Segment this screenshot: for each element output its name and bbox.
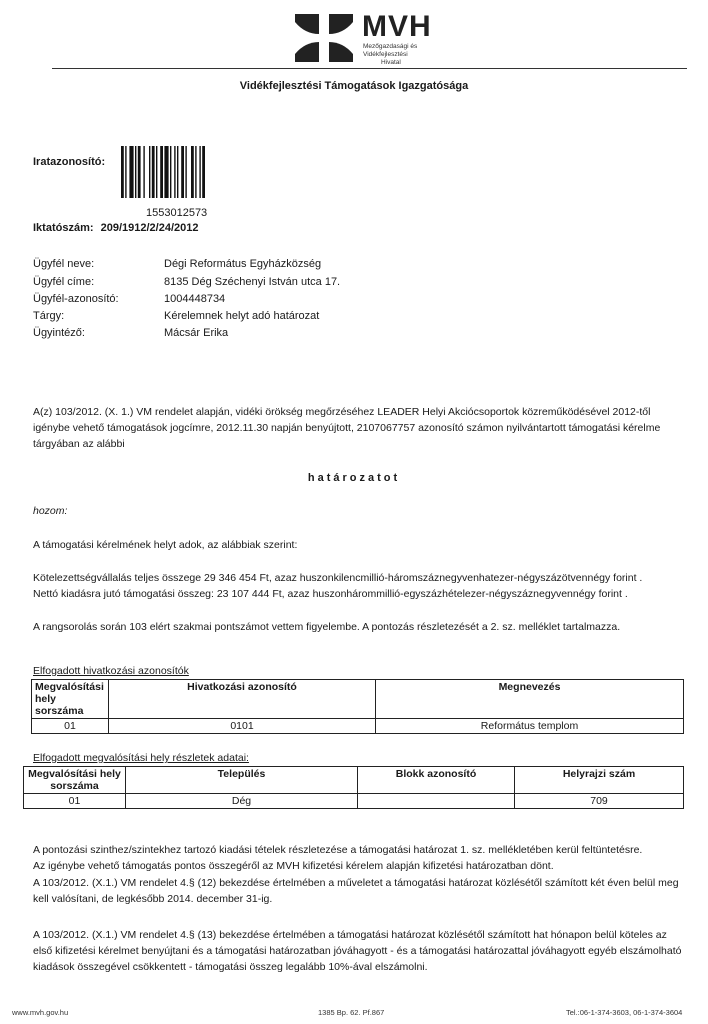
barcode-number: 1553012573 (146, 207, 208, 219)
table1-header-ref: Hivatkozási azonosító (109, 680, 376, 719)
table2-header-lot: Helyrajzi szám (515, 767, 684, 794)
table2-header-block: Blokk azonosító (358, 767, 515, 794)
table2-header-site: Megvalósítási hely sorszáma (24, 767, 126, 794)
logo-subtitle: Mezőgazdasági és Vidékfejlesztési Hivatal (363, 43, 418, 66)
client-name-value: Dégi Református Egyházközség (164, 258, 322, 270)
iktatoszam (33, 222, 198, 234)
client-name-label: Ügyfél neve: (33, 258, 95, 270)
header-rule (52, 68, 687, 69)
table-row (24, 794, 684, 809)
closing-p4: A 103/2012. (X.1.) VM rendelet 4.§ (13) bekezdése értelmében a támogatási határozat közlésétől számított hat hónapon belül köteles az első kifizetési kérelmet benyújtani és a támogatási határozatban jóváhagyott - és a támogatási határozattal jóváhagyott egyéb elszámolható kiadások összegével csökkentett - támogatási összeg legalább 10%-ával elszámolni. (33, 929, 682, 973)
subject-label: Tárgy: (33, 310, 65, 322)
table1-cell-site: 01 (32, 719, 109, 734)
table2-header-settlement: Település (126, 767, 358, 794)
department-title: Vidékfejlesztési Támogatások Igazgatósága (239, 80, 469, 92)
table1-header-name: Megnevezés (376, 680, 684, 719)
iktatoszam-label: Iktatószám: (33, 222, 94, 234)
table2-cell-block (358, 794, 515, 809)
logo-wordmark: MVH (362, 10, 432, 43)
reference-table (31, 679, 684, 734)
table2-caption: Elfogadott megvalósítási hely részletek adatai: (33, 752, 249, 764)
mvh-logo-icon (293, 12, 355, 64)
closing-p3: A 103/2012. (X.1.) VM rendelet 4.§ (12) bekezdése értelmében a műveletet a támogatási határozat közlésétől számított két éven belül meg kell valósítani, de legkésőbb 2014. december 31-ig. (33, 877, 679, 905)
client-address-label: Ügyfél címe: (33, 276, 95, 288)
hozom-text: hozom: (33, 505, 68, 517)
footer-website: www.mvh.gov.hu (12, 1008, 69, 1017)
helyt-text: A támogatási kérelmének helyt adok, az alábbiak szerint: (33, 539, 298, 551)
ranking-text: A rangsorolás során 103 elért szakmai pontszámot vettem figyelembe. A pontozás részletezését a 2. sz. melléklet tartalmazza. (33, 621, 621, 633)
site-details-table (23, 766, 684, 809)
net-support-text: Nettó kiadásra jutó támogatási összeg: 23 107 444 Ft, azaz huszonhárommillió-egyszázhételezer-négyszáznegyvennégy forint . (33, 588, 628, 600)
footer-phone: Tel.:06-1-374-3603, 06-1-374-3604 (566, 1008, 683, 1017)
table1-caption: Elfogadott hivatkozási azonosítók (33, 665, 189, 677)
client-id-label: Ügyfél-azonosító: (33, 293, 119, 305)
case-officer-label: Ügyintéző: (33, 327, 85, 339)
client-id-value: 1004448734 (164, 293, 226, 305)
subject-value: Kérelemnek helyt adó határozat (164, 310, 320, 322)
closing-p2: Az igénybe vehető támogatás pontos összegéről az MVH kifizetési kérelem alapján kifizetési határozatban dönt. (33, 860, 554, 872)
iktatoszam-value: 209/1912/2/24/2012 (100, 222, 199, 234)
table1-cell-name: Református templom (376, 719, 684, 734)
table2-cell-settlement: Dég (126, 794, 358, 809)
table2-cell-lot: 709 (515, 794, 684, 809)
commitment-text: Kötelezettségvállalás teljes összege 29 346 454 Ft, azaz huszonkilencmillió-háromszáznegyvenhatezer-négyszázötvennégy forint . (33, 572, 643, 584)
table1-cell-ref: 0101 (109, 719, 376, 734)
table1-header-site: Megvalósítási hely sorszáma (32, 680, 109, 719)
client-address-value: 8135 Dég Széchenyi István utca 17. (164, 276, 341, 288)
decision-heading: határozatot (307, 472, 401, 484)
footer-address: 1385 Bp. 62. Pf.867 (318, 1008, 385, 1017)
intro-paragraph: A(z) 103/2012. (X. 1.) VM rendelet alapján, vidéki örökség megőrzéséhez LEADER Helyi Akciócsoportok közreműködésével 2012-től igénybe vehető támogatások jogcímre, 2012.11.30 napján benyújtott, 2107067757 azonosító számon nyilvántartott támogatási kérelme tárgyában az alábbi (33, 406, 661, 450)
closing-p1: A pontozási szinthez/szintekhez tartozó kiadási tételek részletezése a támogatási határozat 1. sz. mellékletében kerül feltüntetésre. (33, 844, 643, 856)
barcode-icon (121, 146, 237, 198)
case-officer-value: Mácsár Erika (164, 327, 229, 339)
table2-cell-site: 01 (24, 794, 126, 809)
table-row (32, 719, 684, 734)
iratazonosito-label: Iratazonosító: (33, 156, 106, 168)
